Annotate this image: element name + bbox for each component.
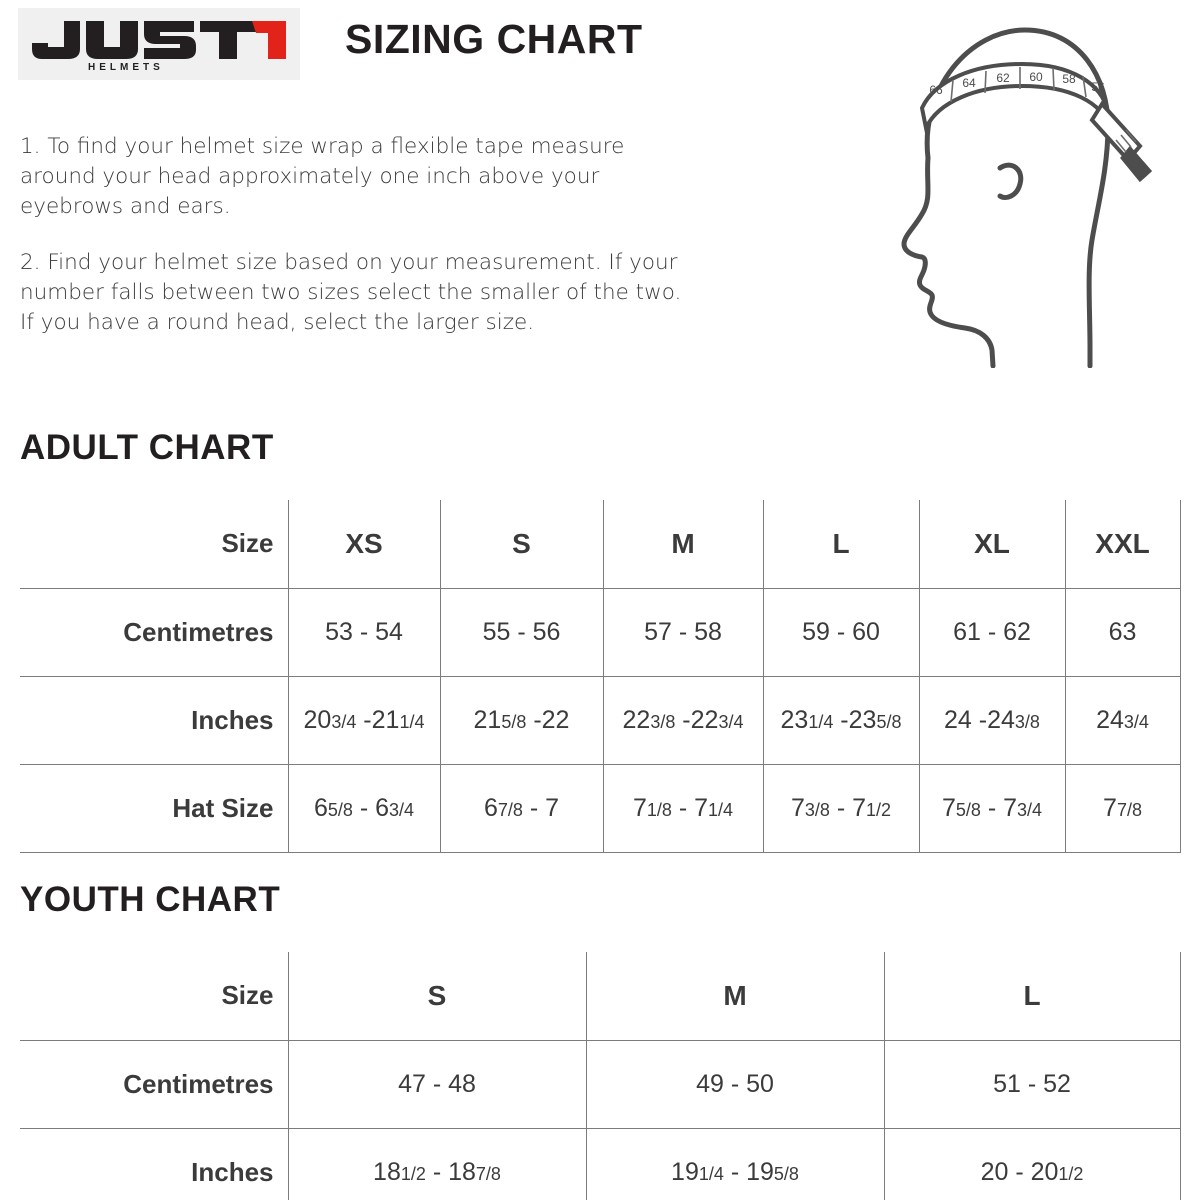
just1-logo-icon xyxy=(28,15,290,73)
cell: 47 - 48 xyxy=(288,1040,586,1128)
cell: XL xyxy=(919,500,1065,588)
tape-mark: 62 xyxy=(996,71,1010,85)
table-row xyxy=(20,952,1180,1040)
table-row xyxy=(20,500,1180,588)
instructions-block xyxy=(20,132,690,364)
cell: 65/8 - 63/4 xyxy=(288,764,440,852)
row-label: Centimetres xyxy=(20,1040,288,1128)
tape-mark: 56 xyxy=(1091,80,1105,94)
cell: 77/8 xyxy=(1065,764,1180,852)
cell: S xyxy=(440,500,603,588)
cell: S xyxy=(288,952,586,1040)
head-with-tape-measure-icon xyxy=(840,8,1170,368)
cell: 71/8 - 71/4 xyxy=(603,764,763,852)
cell: M xyxy=(603,500,763,588)
row-label: Hat Size xyxy=(20,764,288,852)
tape-mark: 64 xyxy=(962,76,976,90)
cell: 215/8 -22 xyxy=(440,676,603,764)
youth-size-table xyxy=(20,952,1181,1200)
cell: 51 - 52 xyxy=(884,1040,1180,1128)
cell: L xyxy=(884,952,1180,1040)
cell: 63 xyxy=(1065,588,1180,676)
cell: 203/4 -211/4 xyxy=(288,676,440,764)
tape-mark: 66 xyxy=(929,83,943,97)
cell: M xyxy=(586,952,884,1040)
cell: XS xyxy=(288,500,440,588)
row-label: Inches xyxy=(20,1128,288,1200)
table-row xyxy=(20,1128,1180,1200)
cell: 223/8 -223/4 xyxy=(603,676,763,764)
cell: 55 - 56 xyxy=(440,588,603,676)
cell: 231/4 -235/8 xyxy=(763,676,919,764)
instruction-step-1: 1. To find your helmet size wrap a flexible tape measure around your head approximately one inch above your eyebrows and ears. xyxy=(20,134,625,219)
cell: L xyxy=(763,500,919,588)
row-label: Size xyxy=(20,500,288,588)
tape-mark: 60 xyxy=(1029,70,1043,84)
cell: 57 - 58 xyxy=(603,588,763,676)
youth-chart-title: YOUTH CHART xyxy=(20,880,281,919)
cell: 61 - 62 xyxy=(919,588,1065,676)
row-label: Size xyxy=(20,952,288,1040)
brand-logo xyxy=(18,8,300,80)
logo-subtitle: HELMETS xyxy=(88,62,164,73)
cell: 53 - 54 xyxy=(288,588,440,676)
cell: 181/2 - 187/8 xyxy=(288,1128,586,1200)
cell: 24 -243/8 xyxy=(919,676,1065,764)
page-title: SIZING CHART xyxy=(345,16,643,62)
row-label: Centimetres xyxy=(20,588,288,676)
table-row xyxy=(20,588,1180,676)
cell: 75/8 - 73/4 xyxy=(919,764,1065,852)
table-row xyxy=(20,764,1180,852)
cell: 59 - 60 xyxy=(763,588,919,676)
instruction-step-2: 2. Find your helmet size based on your measurement. If your number falls between two sizes select the smaller of the two. If you have a round head, select the larger size. xyxy=(20,250,682,335)
cell: 49 - 50 xyxy=(586,1040,884,1128)
adult-chart-title: ADULT CHART xyxy=(20,428,274,467)
cell: 20 - 201/2 xyxy=(884,1128,1180,1200)
cell: 67/8 - 7 xyxy=(440,764,603,852)
cell: XXL xyxy=(1065,500,1180,588)
cell: 191/4 - 195/8 xyxy=(586,1128,884,1200)
tape-mark: 58 xyxy=(1062,72,1076,86)
table-row xyxy=(20,676,1180,764)
head-illustration xyxy=(840,8,1170,368)
cell: 243/4 xyxy=(1065,676,1180,764)
cell: 73/8 - 71/2 xyxy=(763,764,919,852)
table-row xyxy=(20,1040,1180,1128)
row-label: Inches xyxy=(20,676,288,764)
adult-size-table xyxy=(20,500,1181,853)
